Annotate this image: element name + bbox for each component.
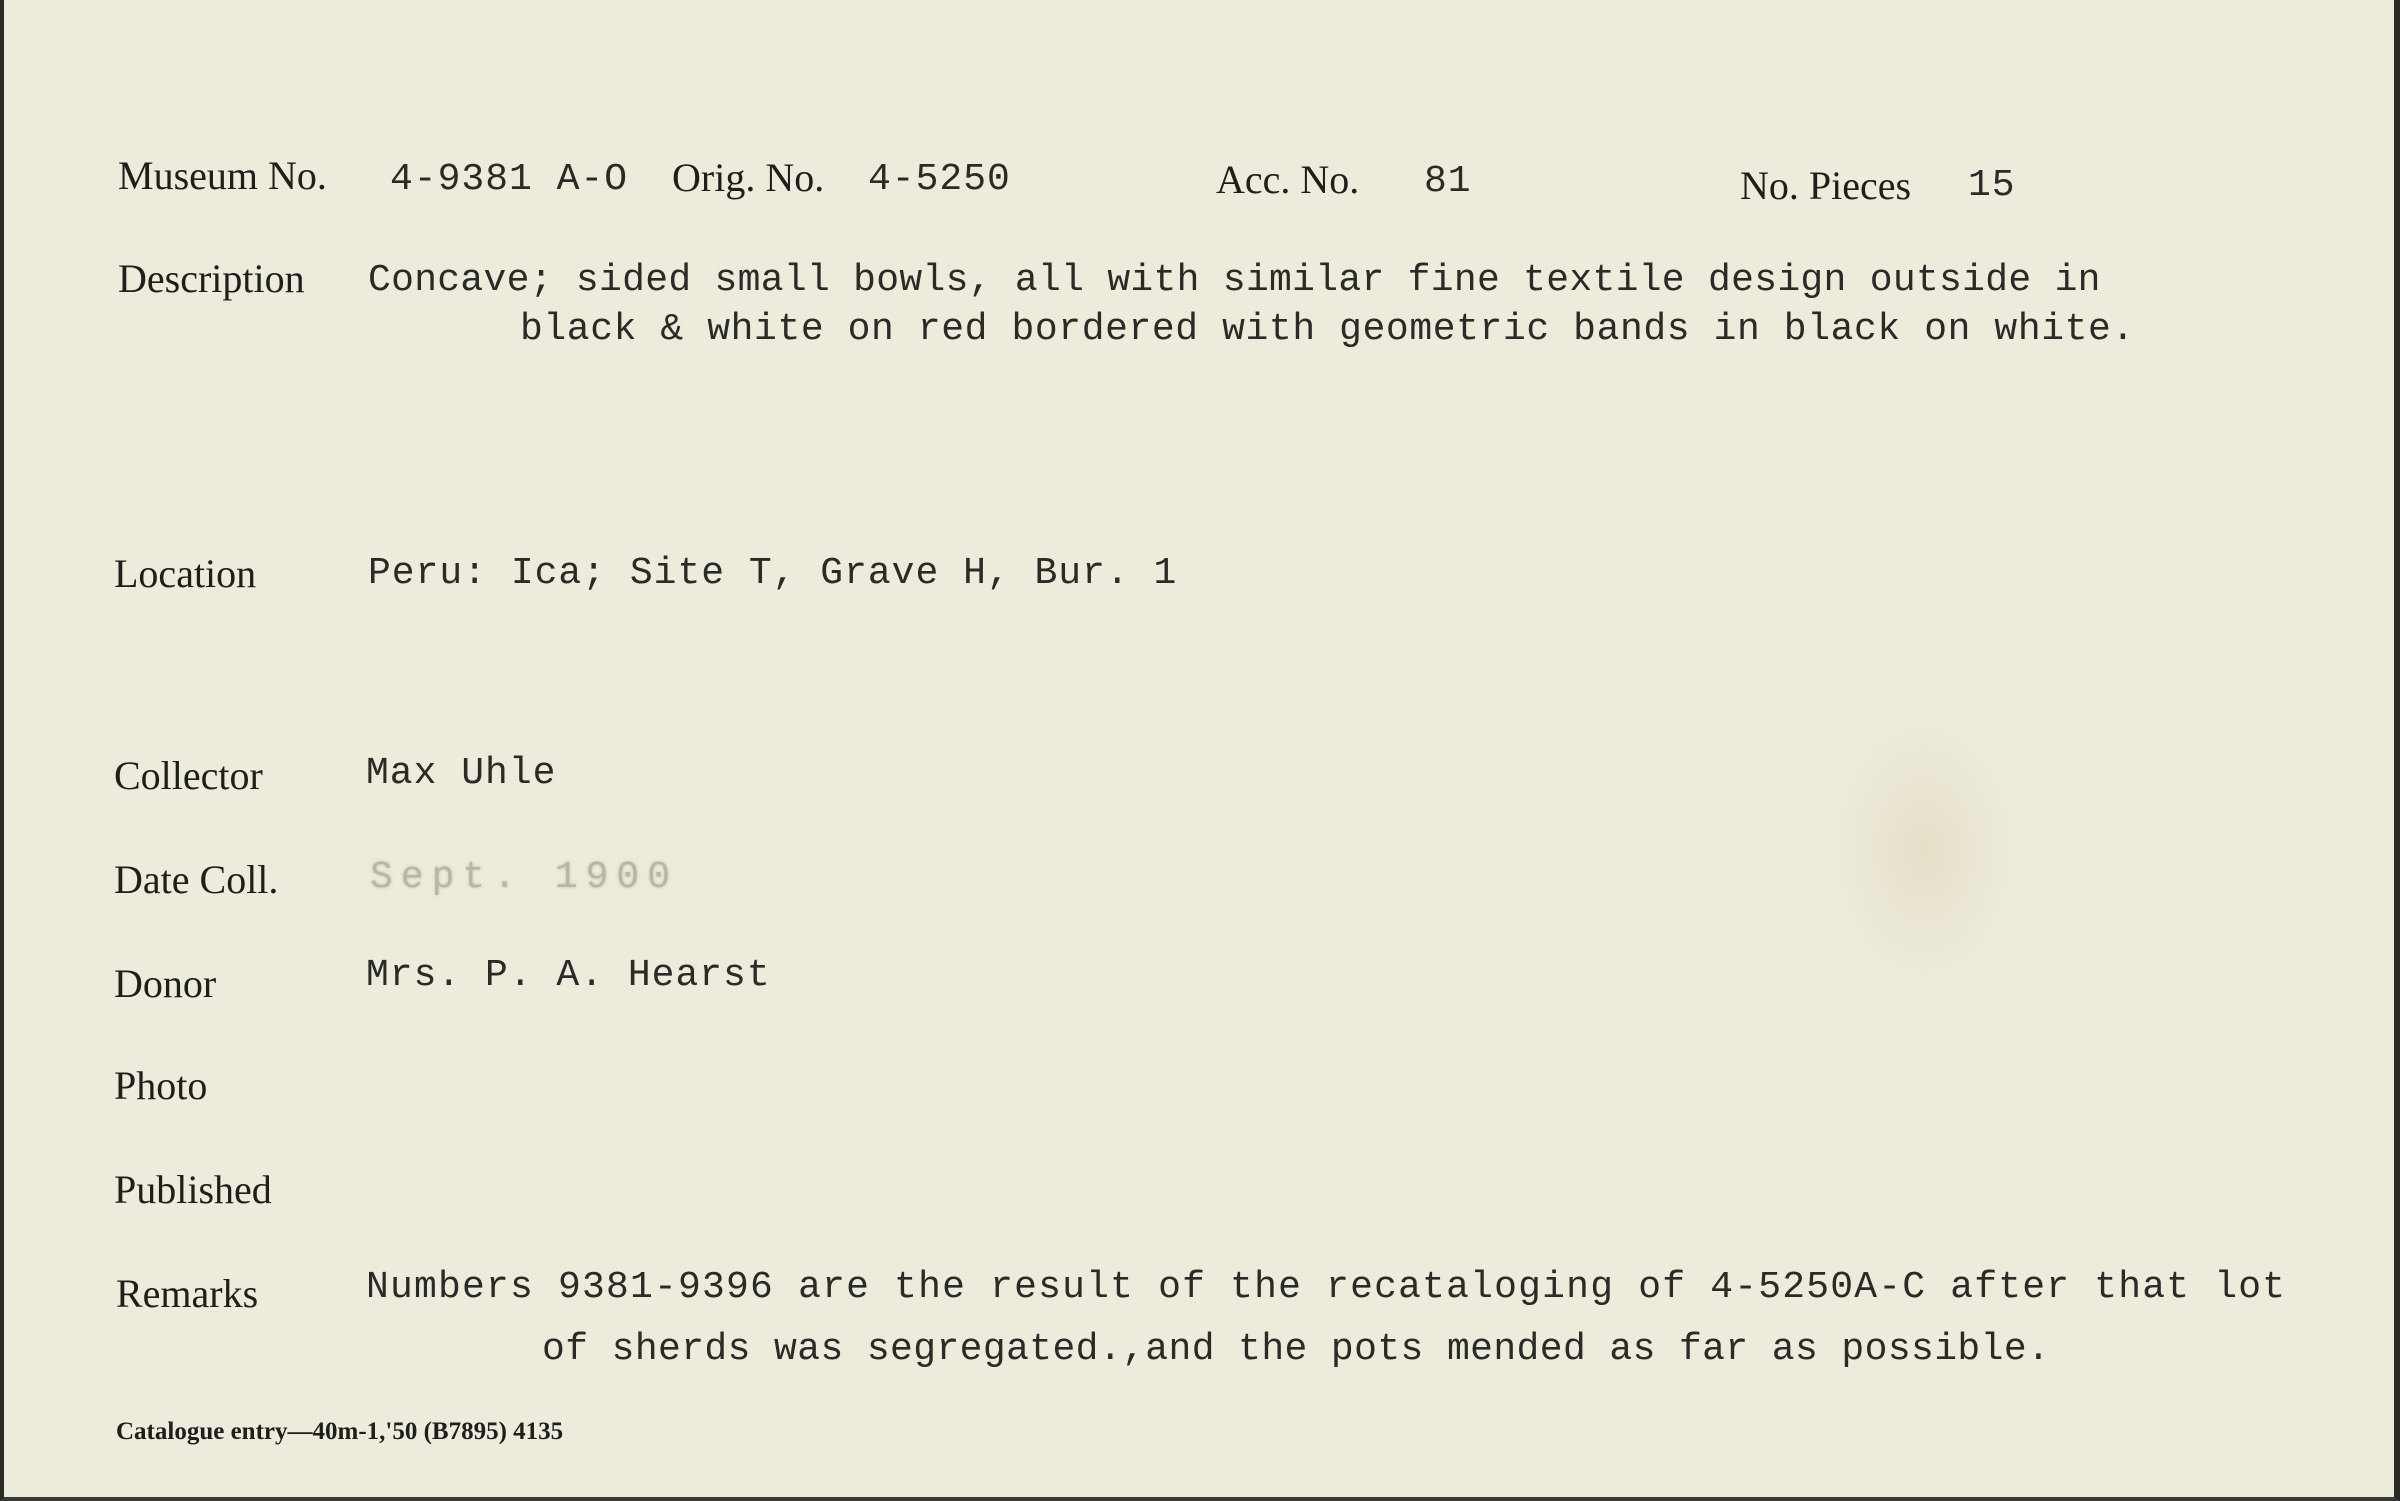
photo-label: Photo (114, 1063, 208, 1108)
acc-no-value: 81 (1424, 160, 1472, 203)
date-coll-value: Sept. 1900 (370, 856, 679, 899)
museum-no-value: 4-9381 A-O (390, 158, 629, 201)
catalogue-entry-footer: Catalogue entry—40m-1,'50 (B7895) 4135 (116, 1418, 564, 1445)
orig-no-value: 4-5250 (868, 158, 1011, 201)
remarks-line-2: of sherds was segregated.,and the pots mended as far as possible. (542, 1328, 2051, 1371)
donor-value: Mrs. P. A. Hearst (366, 954, 771, 997)
remarks-line-1: Numbers 9381-9396 are the result of the recataloging of 4-5250A-C after that lot (366, 1266, 2287, 1309)
location-label: Location (114, 551, 257, 596)
museum-no-label: Museum No. (118, 153, 327, 198)
published-label: Published (114, 1167, 272, 1212)
pieces-value: 15 (1968, 164, 2016, 207)
description-line-2: black & white on red bordered with geometric bands in black on white. (520, 308, 2135, 351)
remarks-label: Remarks (116, 1271, 259, 1316)
orig-no-label: Orig. No. (672, 155, 825, 200)
date-coll-label: Date Coll. (114, 857, 279, 902)
description-line-1: Concave; sided small bowls, all with similar fine textile design outside in (368, 259, 2101, 302)
donor-label: Donor (114, 961, 217, 1006)
acc-no-label: Acc. No. (1216, 157, 1360, 202)
pieces-label: No. Pieces (1740, 163, 1912, 208)
description-label: Description (118, 256, 305, 301)
collector-label: Collector (114, 753, 263, 798)
paper-stain (1834, 720, 2014, 980)
location-value: Peru: Ica; Site T, Grave H, Bur. 1 (368, 552, 1178, 595)
collector-value: Max Uhle (366, 752, 557, 795)
